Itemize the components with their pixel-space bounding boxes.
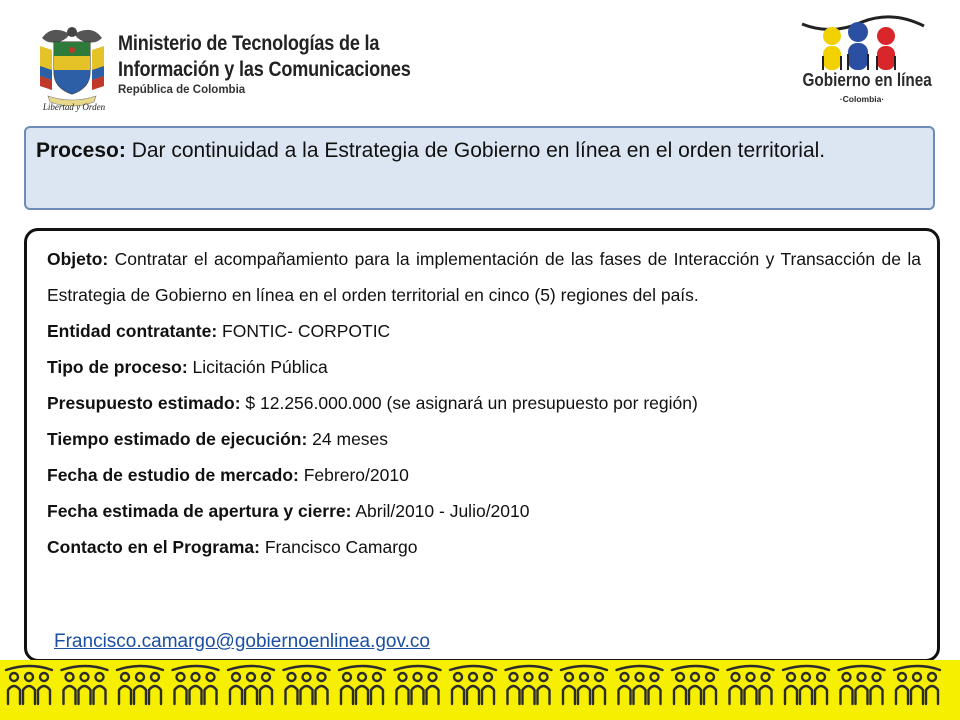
process-label: Proceso: [36,139,126,162]
coat-of-arms-icon [34,20,110,114]
detail-objeto [47,241,921,313]
gel-logo-text: Gobierno en línea [802,70,932,90]
detail-presupuesto [47,385,921,421]
ministry-country: República de Colombia [118,84,246,96]
details-box [24,228,940,662]
detail-value: Francisco Camargo [259,537,418,557]
detail-value: $ 12.256.000.000 (se asignará un presupuesto por región) [240,393,698,413]
detail-value: FONTIC- CORPOTIC [217,321,391,341]
detail-fecha-apertura [47,493,921,529]
detail-contacto [47,529,921,565]
people-figures-pattern-icon [0,660,960,720]
detail-tipo [47,349,921,385]
detail-value: Licitación Pública [187,357,328,377]
ministry-name-line1: Ministerio de Tecnologías de la [118,32,380,55]
gobierno-en-linea-logo [792,14,940,118]
detail-entidad [47,313,921,349]
motto-text: Libertad y Orden [42,102,106,112]
gel-logo-subtext: ·Colombia· [839,94,885,104]
process-text [36,136,923,165]
detail-value: Contratar el acompañamiento para la implementación de las fases de Interacción y Transacción de la Estrategia de Gobierno en línea en el orden territorial en cinco (5) regiones del país. [47,249,921,305]
details-list [47,241,921,565]
ministry-name-line2: Información y las Comunicaciones [118,58,411,81]
detail-label: Fecha estimada de apertura y cierre: [47,501,352,521]
process-description: Dar continuidad a la Estrategia de Gobierno en línea en el orden territorial. [125,139,826,162]
contact-email-link[interactable]: Francisco.camargo@gobiernoenlinea.gov.co [54,631,430,652]
detail-label: Presupuesto estimado: [47,393,241,413]
detail-label: Tipo de proceso: [47,357,188,377]
ministry-logo [34,20,411,120]
detail-label: Contacto en el Programa: [47,537,260,557]
detail-label: Entidad contratante: [47,321,218,341]
detail-fecha-estudio [47,457,921,493]
process-box [24,126,935,210]
detail-value: 24 meses [307,429,389,449]
detail-label: Tiempo estimado de ejecución: [47,429,308,449]
footer-figures-strip [0,660,960,720]
detail-label: Objeto: [47,249,109,269]
detail-value: Abril/2010 - Julio/2010 [351,501,530,521]
detail-label: Fecha de estudio de mercado: [47,465,299,485]
detail-tiempo [47,421,921,457]
detail-value: Febrero/2010 [298,465,409,485]
three-people-figures-icon [792,14,932,74]
